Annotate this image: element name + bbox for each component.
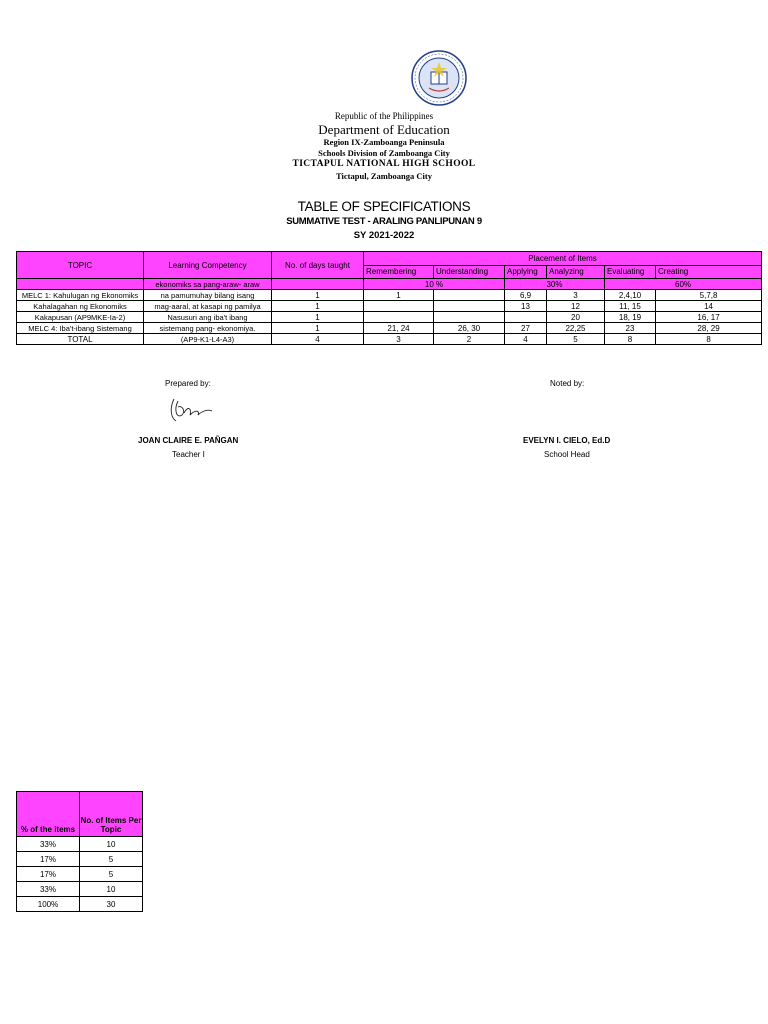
analyzing-cell: 20	[547, 312, 605, 323]
days-cell: 1	[272, 312, 364, 323]
prepared-by-title: Teacher I	[172, 450, 205, 459]
prepared-by-name: JOAN CLAIRE E. PAÑGAN	[138, 436, 239, 445]
analyzing-cell: 12	[547, 301, 605, 312]
noted-by-title: School Head	[544, 450, 590, 459]
evaluating-cell: 11, 15	[605, 301, 656, 312]
total-days: 4	[272, 334, 364, 345]
school-location: Tictapul, Zamboanga City	[336, 171, 432, 181]
competency-header: Learning Competency	[144, 252, 272, 279]
table-row	[17, 323, 762, 334]
days-cell: 1	[272, 323, 364, 334]
total-evaluating: 8	[605, 334, 656, 345]
total-applying: 4	[505, 334, 547, 345]
analyzing-cell: 22,25	[547, 323, 605, 334]
days-cell: 1	[272, 301, 364, 312]
applying-cell: 13	[505, 301, 547, 312]
remembering-cell	[364, 312, 434, 323]
topic-header-blank	[17, 279, 144, 290]
topic-cell: Kakapusan (AP9MKE-Ia-2)	[17, 312, 144, 323]
items-cell: 30	[80, 897, 143, 912]
understanding-cell	[434, 301, 505, 312]
total-creating: 8	[656, 334, 762, 345]
noted-by-label: Noted by:	[550, 379, 585, 388]
school-name: TICTAPUL NATIONAL HIGH SCHOOL	[292, 159, 476, 169]
total-remembering: 3	[364, 334, 434, 345]
test-subtitle: SUMMATIVE TEST - ARALING PANLIPUNAN 9	[286, 216, 482, 227]
items-cell: 5	[80, 867, 143, 882]
days-cell: 1	[272, 290, 364, 301]
table-row	[17, 882, 143, 897]
handwritten-signature	[160, 393, 216, 427]
specifications-table	[16, 251, 762, 345]
total-understanding: 2	[434, 334, 505, 345]
applying-cell: 6,9	[505, 290, 547, 301]
evaluating-cell: 23	[605, 323, 656, 334]
topic-cell: Kahalagahan ng Ekonomiks	[17, 301, 144, 312]
header-row-1	[17, 252, 762, 266]
understanding-cell	[434, 290, 505, 301]
remembering-cell: 1	[364, 290, 434, 301]
competency-code: (AP9-K1-L4-A3)	[144, 334, 272, 345]
applying-cell	[505, 312, 547, 323]
creating-cell: 28, 29	[656, 323, 762, 334]
remembering-cell: 21, 24	[364, 323, 434, 334]
pct-items-header: % of the items	[17, 792, 80, 837]
level-creating: Creating	[656, 265, 762, 279]
competency-overflow-text: ekonomiks sa pang-araw- araw	[144, 279, 272, 290]
competency-cell: sistemang pang- ekonomiya.	[144, 323, 272, 334]
evaluating-cell: 2,4,10	[605, 290, 656, 301]
table-row	[17, 301, 762, 312]
percentage-header-row	[17, 792, 143, 837]
deped-seal-icon	[411, 50, 467, 106]
document-title: TABLE OF SPECIFICATIONS	[297, 199, 471, 214]
days-header-blank	[272, 279, 364, 290]
pct-cell: 33%	[17, 882, 80, 897]
remembering-cell	[364, 301, 434, 312]
table-row	[17, 290, 762, 301]
topic-cell: MELC 4: Iba't-ibang Sistemang	[17, 323, 144, 334]
table-row	[17, 312, 762, 323]
republic-line: Republic of the Philippines	[334, 111, 434, 121]
creating-cell: 16, 17	[656, 312, 762, 323]
total-row	[17, 334, 762, 345]
total-label: TOTAL	[17, 334, 144, 345]
topic-header: TOPIC	[17, 252, 144, 279]
competency-cell: Nasusuri ang iba't ibang	[144, 312, 272, 323]
understanding-cell: 26, 30	[434, 323, 505, 334]
items-cell: 5	[80, 852, 143, 867]
creating-cell: 14	[656, 301, 762, 312]
pct-low: 10 %	[364, 279, 505, 290]
total-analyzing: 5	[547, 334, 605, 345]
level-understanding: Understanding	[434, 265, 505, 279]
school-year: SY 2021-2022	[353, 230, 415, 241]
table-row	[17, 837, 143, 852]
department-line: Department of Education	[318, 122, 450, 137]
days-header: No. of days taught	[272, 252, 364, 279]
pct-cell: 100%	[17, 897, 80, 912]
applying-cell: 27	[505, 323, 547, 334]
division-line: Schools Division of Zamboanga City	[318, 148, 450, 158]
pct-mid: 30%	[505, 279, 605, 290]
items-per-topic-header: No. of Items Per Topic	[80, 792, 143, 837]
level-evaluating: Evaluating	[605, 265, 656, 279]
level-applying: Applying	[505, 265, 547, 279]
competency-cell: na pamumuhay bilang isang	[144, 290, 272, 301]
table-row	[17, 897, 143, 912]
prepared-by-label: Prepared by:	[165, 379, 211, 388]
evaluating-cell: 18, 19	[605, 312, 656, 323]
understanding-cell	[434, 312, 505, 323]
pct-high: 60%	[605, 279, 762, 290]
region-line: Region IX-Zamboanga Peninsula	[323, 137, 445, 147]
header-row-3	[17, 279, 762, 290]
topic-cell: MELC 1: Kahulugan ng Ekonomiks	[17, 290, 144, 301]
level-remembering: Remembering	[364, 265, 434, 279]
placement-header: Placement of Items	[364, 252, 762, 266]
level-analyzing: Analyzing	[547, 265, 605, 279]
pct-cell: 33%	[17, 837, 80, 852]
items-cell: 10	[80, 837, 143, 852]
table-row	[17, 867, 143, 882]
percentage-table	[16, 791, 143, 912]
pct-cell: 17%	[17, 852, 80, 867]
noted-by-name: EVELYN I. CIELO, Ed.D	[523, 436, 611, 445]
competency-cell: mag-aaral, at kasapi ng pamilya	[144, 301, 272, 312]
items-cell: 10	[80, 882, 143, 897]
creating-cell: 5,7,8	[656, 290, 762, 301]
analyzing-cell: 3	[547, 290, 605, 301]
pct-cell: 17%	[17, 867, 80, 882]
table-row	[17, 852, 143, 867]
